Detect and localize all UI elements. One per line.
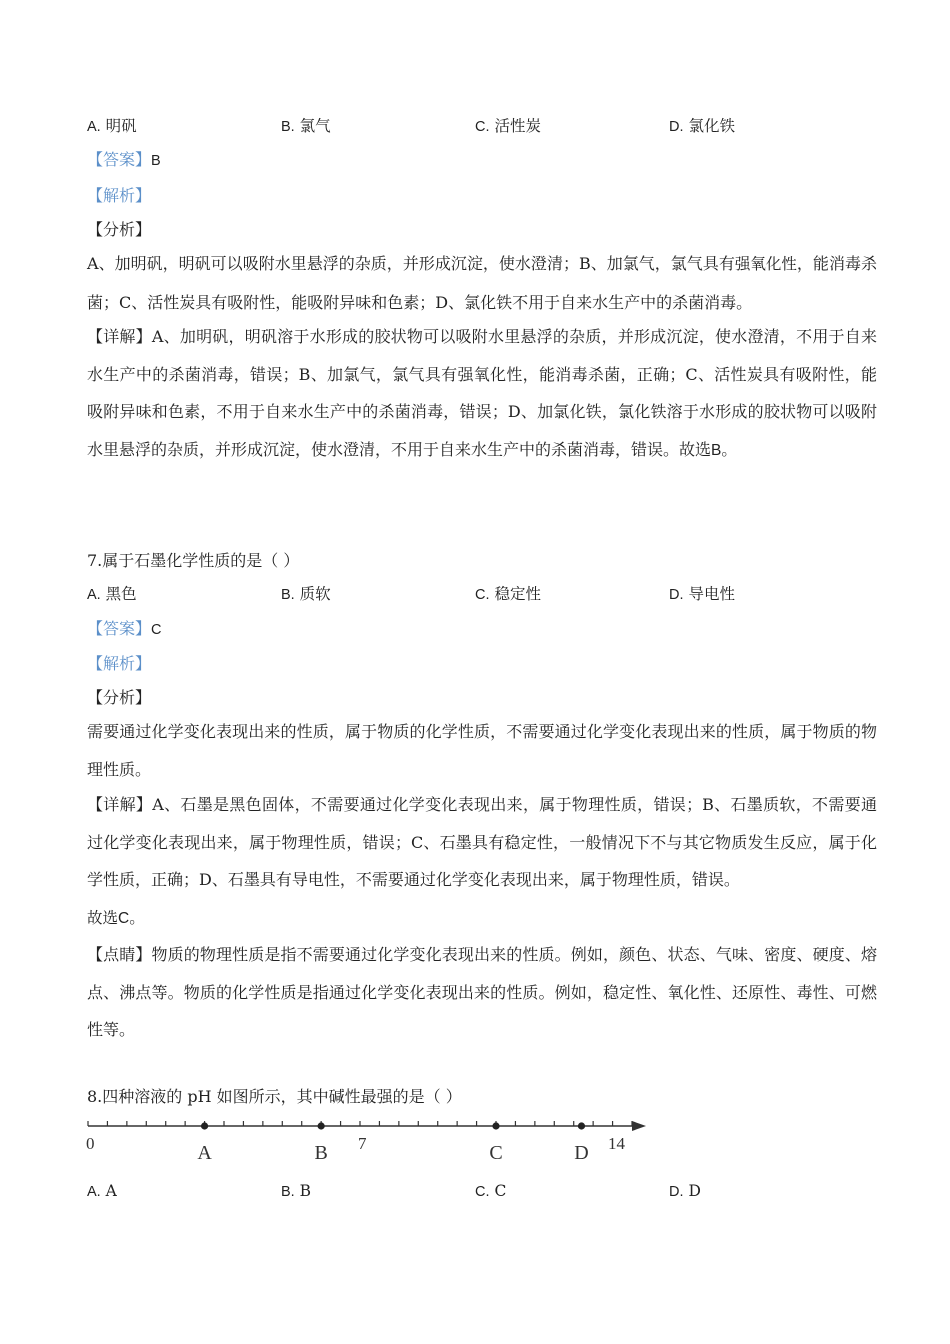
ph-point-d	[578, 1122, 585, 1129]
q7-option-d: D. 导电性	[669, 585, 735, 603]
q7-stem: 7.属于石墨化学性质的是（ ）	[87, 551, 300, 570]
q6-option-a: A. 明矾	[87, 117, 137, 135]
dianjing-tag: 【点睛】	[87, 945, 152, 964]
answer-tag: 【答案】	[87, 150, 152, 169]
q8-option-d: D. D	[669, 1182, 701, 1200]
q6-option-c: C. 活性炭	[475, 117, 541, 135]
ph-point-a	[201, 1122, 208, 1129]
emphasis-text: 强氧化性	[734, 256, 797, 273]
answer-value: C	[151, 622, 162, 638]
q7-option-c: C. 稳定性	[475, 585, 541, 603]
ph-point-label-a: A	[197, 1142, 212, 1164]
answer-value: B	[151, 153, 161, 169]
q7-detail-paragraph: 【详解】A、石墨是黑色固体，不需要通过化学变化表现出来，属于物理性质，错误；B、石墨质软，不需要通过化学变化表现出来，属于物理性质，错误；C、石墨具有稳定性，一般情况下不与其它物质发生反应，属于化学性质，正确；D、石墨具有导电性，不需要通过化学变化表现出来，属于物理性质，错误。 故选C。	[87, 795, 877, 927]
q6-detail-paragraph: 【详解】A、加明矾，明矾溶于水形成的胶状物可以吸附水里悬浮的杂质，并形成沉淀，使水澄清，不用于自来水生产中的杀菌消毒，错误；B、加氯气，氯气具有强氧化性，能消毒杀菌，正确；C、活性炭具有吸附性，能吸附异味和色素，不用于自来水生产中的杀菌消毒，错误；D、加氯化铁，氯化铁溶于水形成的胶状物可以吸附水里悬浮的杂质，并形成沉淀，使水澄清，不用于自来水生产中的杀菌消毒，错误。故选B。	[87, 327, 877, 459]
ph-points	[197, 1122, 588, 1164]
q6-option-d: D. 氯化铁	[669, 117, 735, 135]
detail-tag: 【详解】	[87, 327, 152, 346]
ph-point-label-d: D	[574, 1142, 589, 1164]
q7-option-b: B. 质软	[281, 585, 331, 603]
ph-point-b	[318, 1122, 325, 1129]
q6-fenxi-tag: 【分析】	[87, 220, 152, 239]
q7-dianjing-paragraph: 【点睛】物质的物理性质是指不需要通过化学变化表现出来的性质。例如，颜色、状态、气味、密度、硬度、熔点、沸点等。物质的化学性质是指通过化学变化表现出来的性质。例如，稳定性、氧化性、还原性、毒性、可燃性等。	[87, 945, 877, 1039]
ph-point-label-c: C	[489, 1142, 503, 1164]
q8-option-c: C. C	[475, 1182, 507, 1200]
label-0: 0	[86, 1134, 95, 1153]
ph-point-label-b: B	[314, 1142, 328, 1164]
ph-point-c	[492, 1122, 499, 1129]
q8-options	[87, 1180, 887, 1202]
q7-fenxi-tag: 【分析】	[87, 688, 152, 707]
q8-option-b: B. B	[281, 1182, 312, 1200]
q6-options	[87, 115, 887, 137]
ph-number-line	[80, 1115, 660, 1170]
q6-analysis-tag: 【解析】	[87, 186, 152, 205]
q6-option-b: B. 氯气	[281, 117, 331, 135]
q8-option-a: A. A	[87, 1182, 117, 1200]
answer-tag: 【答案】	[87, 619, 152, 638]
detail-tag: 【详解】	[87, 795, 153, 814]
q6-answer	[87, 150, 161, 171]
q7-options	[87, 583, 887, 605]
q7-fenxi-paragraph: 需要通过化学变化表现出来的性质，属于物质的化学性质，不需要通过化学变化表现出来的性质，属于物质的物理性质。	[87, 722, 877, 779]
label-7: 7	[358, 1134, 367, 1153]
q7-answer	[87, 619, 162, 640]
label-14: 14	[608, 1134, 625, 1153]
arrow-head	[632, 1121, 646, 1131]
q7-option-a: A. 黑色	[87, 585, 137, 603]
q8-stem: 8.四种溶液的 pH 如图所示，其中碱性最强的是（ ）	[87, 1087, 462, 1106]
q7-analysis-tag: 【解析】	[87, 654, 152, 673]
q6-fenxi-paragraph: A、加明矾，明矾可以吸附水里悬浮的杂质，并形成沉淀，使水澄清；B、加氯气，氯气具有强氧化性，能消毒杀菌；C、活性炭具有吸附性，能吸附异味和色素；D、氯化铁不用于自来水生产中的杀菌消毒。	[87, 254, 877, 312]
